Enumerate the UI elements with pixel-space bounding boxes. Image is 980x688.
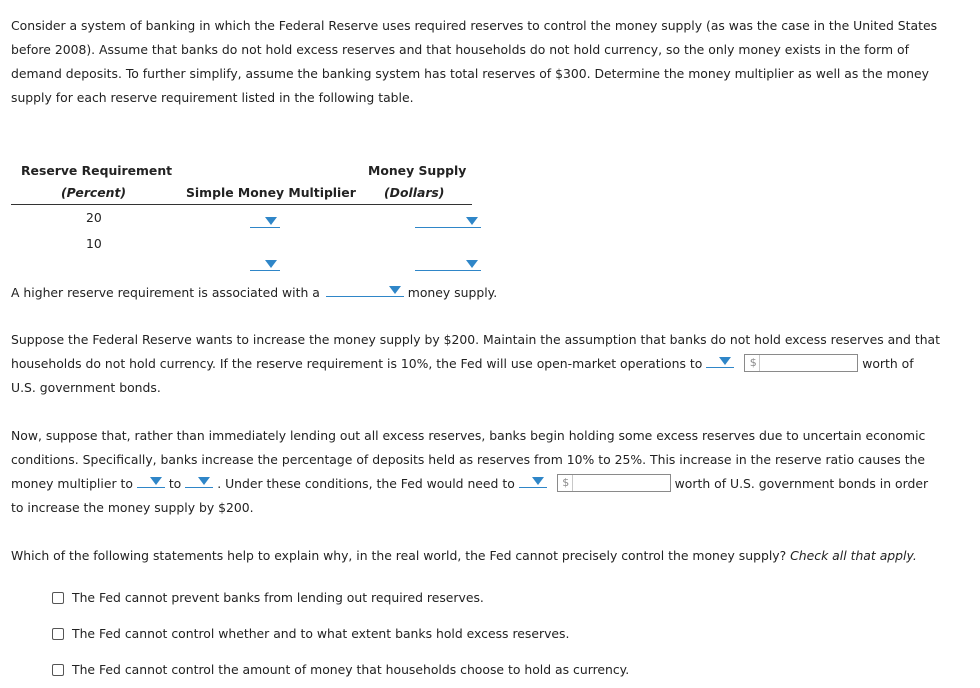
chevron-down-icon <box>198 477 210 485</box>
question-text: . Under these conditions, the Fed would need to <box>217 476 515 491</box>
question-line-with-inputs <box>11 352 914 376</box>
col-reserve-header: Reserve Requirement <box>21 163 173 178</box>
chevron-down-icon <box>150 477 162 485</box>
money-supply-size-dropdown[interactable] <box>326 281 404 297</box>
col-reserve-subheader: (Percent) <box>61 185 127 200</box>
question-line: conditions. Specifically, banks increase the percentage of deposits held as reserves from 10% to 25%. This increase in the reserve ratio causes the <box>11 452 926 467</box>
table-header-divider <box>11 204 472 205</box>
money-supply-dropdown[interactable] <box>415 255 481 271</box>
chevron-down-icon <box>532 477 544 485</box>
multiplier-dropdown[interactable] <box>250 255 280 271</box>
higher-reserve-question <box>11 281 497 305</box>
question-text: worth of U.S. government bonds in order <box>674 476 929 491</box>
multiplier-to-dropdown[interactable] <box>185 472 213 488</box>
question-text: worth of <box>862 356 914 371</box>
col-multiplier-header: Simple Money Multiplier <box>186 185 356 200</box>
intro-line: supply for each reserve requirement listed in the following table. <box>11 90 414 105</box>
question-text: money multiplier to <box>11 476 133 491</box>
question-line: U.S. government bonds. <box>11 380 161 395</box>
question-text: Which of the following statements help to explain why, in the real world, the Fed cannot precisely control the money supply? <box>11 548 787 563</box>
question-text: money supply. <box>407 285 498 300</box>
chevron-down-icon <box>466 217 478 225</box>
col-money-supply-subheader: (Dollars) <box>384 185 445 200</box>
checkbox[interactable] <box>52 628 64 640</box>
question-line-with-inputs <box>11 472 928 496</box>
multiplier-from-dropdown[interactable] <box>137 472 165 488</box>
option-label: The Fed cannot prevent banks from lending out required reserves. <box>72 590 484 605</box>
dollar-sign: $ <box>747 355 760 371</box>
buy-sell-dropdown[interactable] <box>519 472 547 488</box>
intro-line: demand deposits. To further simplify, assume the banking system has total reserves of $300. Determine the money multiplier as well as the money <box>11 66 929 81</box>
option-label: The Fed cannot control whether and to what extent banks hold excess reserves. <box>72 626 570 641</box>
question-text: households do not hold currency. If the reserve requirement is 10%, the Fed will use open-market operations to <box>11 356 703 371</box>
col-money-supply-header: Money Supply <box>368 163 467 178</box>
question-line: to increase the money supply by $200. <box>11 500 254 515</box>
chevron-down-icon <box>265 260 277 268</box>
bond-amount-input[interactable] <box>557 474 671 492</box>
chevron-down-icon <box>389 286 401 294</box>
reserve-value: 10 <box>86 236 102 251</box>
money-supply-dropdown[interactable] <box>415 212 481 228</box>
checkbox[interactable] <box>52 592 64 604</box>
dollar-sign: $ <box>560 475 573 491</box>
question-text: to <box>168 476 182 491</box>
option-label: The Fed cannot control the amount of money that households choose to hold as currency. <box>72 662 630 677</box>
buy-sell-dropdown[interactable] <box>706 352 734 368</box>
multiplier-dropdown[interactable] <box>250 212 280 228</box>
chevron-down-icon <box>719 357 731 365</box>
chevron-down-icon <box>265 217 277 225</box>
question-instruction: Check all that apply. <box>790 548 917 563</box>
question-line: Now, suppose that, rather than immediately lending out all excess reserves, banks begin holding some excess reserves due to uncertain economic <box>11 428 926 443</box>
chevron-down-icon <box>466 260 478 268</box>
question-line <box>11 544 917 568</box>
bond-amount-input[interactable] <box>744 354 858 372</box>
reserve-value: 20 <box>86 210 102 225</box>
intro-line: before 2008). Assume that banks do not hold excess reserves and that households do not hold currency, so the only money exists in the form of <box>11 42 909 57</box>
checkbox[interactable] <box>52 664 64 676</box>
question-text: A higher reserve requirement is associated with a <box>11 285 320 300</box>
question-line: Suppose the Federal Reserve wants to increase the money supply by $200. Maintain the assumption that banks do not hold excess reserves and that <box>11 332 940 347</box>
intro-line: Consider a system of banking in which the Federal Reserve uses required reserves to control the money supply (as was the case in the United States <box>11 18 938 33</box>
